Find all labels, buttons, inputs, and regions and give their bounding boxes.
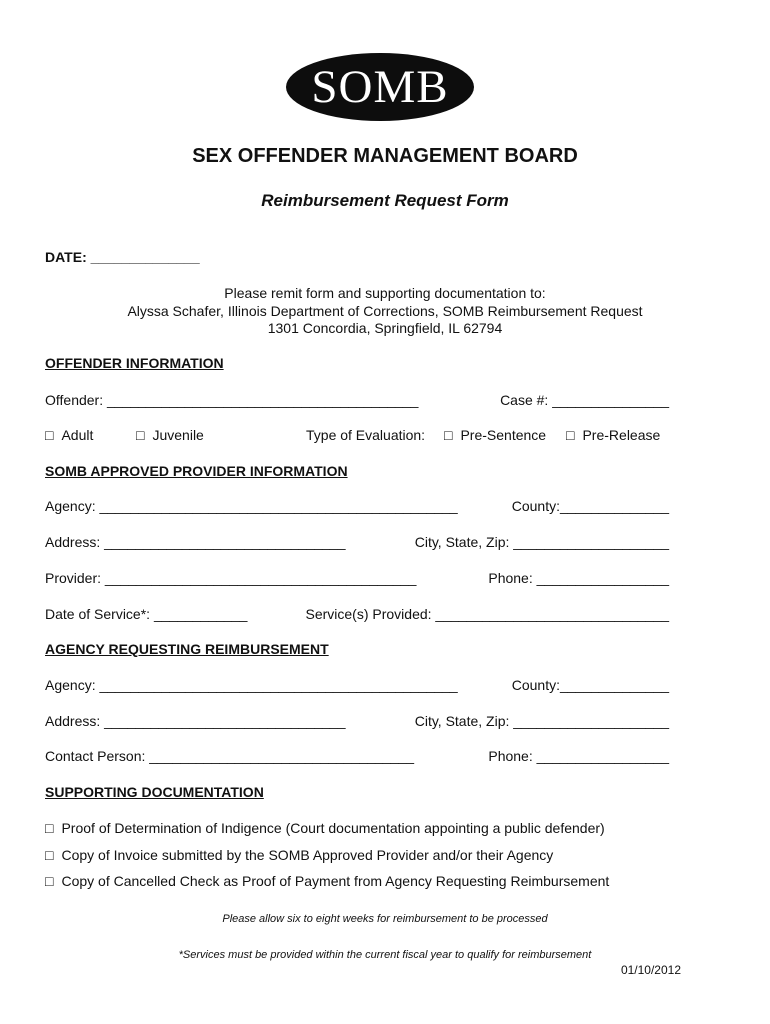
provider-county-field[interactable]: County:______________ xyxy=(511,498,669,514)
somb-logo xyxy=(286,53,474,121)
doc-item-indigence[interactable] xyxy=(45,820,605,836)
contact-person-field[interactable]: Contact Person: __________________________________ xyxy=(45,748,415,764)
adult-label: Adult xyxy=(61,427,94,443)
doc-item-invoice[interactable] xyxy=(45,847,553,863)
checkbox-icon[interactable]: □ xyxy=(45,427,54,443)
provider-agency-field[interactable]: Agency: ______________________________________________ xyxy=(45,498,458,514)
juvenile-option[interactable] xyxy=(136,427,204,443)
checkbox-icon[interactable]: □ xyxy=(566,427,575,443)
checkbox-icon[interactable]: □ xyxy=(136,427,145,443)
date-field[interactable]: DATE: ______________ xyxy=(45,249,200,265)
provider-phone-field[interactable]: Phone: _________________ xyxy=(488,570,669,586)
agency-county-field[interactable]: County:______________ xyxy=(511,677,669,693)
doc-item-label: Copy of Cancelled Check as Proof of Payment from Agency Requesting Reimbursement xyxy=(61,873,610,889)
remit-line-3: 1301 Concordia, Springfield, IL 62794 xyxy=(267,320,503,336)
checkbox-icon[interactable]: □ xyxy=(45,820,54,836)
remit-line-1: Please remit form and supporting documentation to: xyxy=(224,285,546,301)
case-number-field[interactable]: Case #: _______________ xyxy=(500,392,669,408)
adult-option[interactable] xyxy=(45,427,93,443)
services-provided-field[interactable]: Service(s) Provided: ______________________________ xyxy=(305,606,669,622)
provider-address-field[interactable]: Address: _______________________________ xyxy=(45,534,346,550)
pre-release-label: Pre-Release xyxy=(582,427,661,443)
page-title: SEX OFFENDER MANAGEMENT BOARD xyxy=(192,145,578,167)
provider-heading: SOMB APPROVED PROVIDER INFORMATION xyxy=(45,463,348,479)
remit-line-2: Alyssa Schafer, Illinois Department of Corrections, SOMB Reimbursement Request xyxy=(127,303,643,319)
provider-name-field[interactable]: Provider: ________________________________________ xyxy=(45,570,417,586)
offender-heading: OFFENDER INFORMATION xyxy=(45,355,224,371)
agency-field[interactable]: Agency: ______________________________________________ xyxy=(45,677,458,693)
checkbox-icon[interactable]: □ xyxy=(444,427,453,443)
juvenile-label: Juvenile xyxy=(152,427,204,443)
checkbox-icon[interactable]: □ xyxy=(45,873,54,889)
pre-sentence-option[interactable] xyxy=(444,427,546,443)
agency-city-state-zip-field[interactable]: City, State, Zip: ____________________ xyxy=(414,713,669,729)
fiscal-year-note: *Services must be provided within the current fiscal year to qualify for reimbursement xyxy=(178,949,592,961)
offender-field[interactable]: Offender: ________________________________________ xyxy=(45,392,419,408)
page-subtitle: Reimbursement Request Form xyxy=(261,191,509,210)
agency-phone-field[interactable]: Phone: _________________ xyxy=(488,748,669,764)
processing-note: Please allow six to eight weeks for reimbursement to be processed xyxy=(222,913,548,925)
doc-item-label: Proof of Determination of Indigence (Court documentation appointing a public defender) xyxy=(61,820,605,836)
doc-item-label: Copy of Invoice submitted by the SOMB Approved Provider and/or their Agency xyxy=(61,847,554,863)
evaluation-type-label: Type of Evaluation: xyxy=(306,427,426,443)
agency-heading: AGENCY REQUESTING REIMBURSEMENT xyxy=(45,641,329,657)
provider-city-state-zip-field[interactable]: City, State, Zip: ____________________ xyxy=(414,534,669,550)
pre-release-option[interactable] xyxy=(566,427,660,443)
pre-sentence-label: Pre-Sentence xyxy=(460,427,547,443)
supporting-docs-heading: SUPPORTING DOCUMENTATION xyxy=(45,784,264,800)
agency-address-field[interactable]: Address: _______________________________ xyxy=(45,713,346,729)
checkbox-icon[interactable]: □ xyxy=(45,847,54,863)
date-of-service-field[interactable]: Date of Service*: ____________ xyxy=(45,606,248,622)
form-revision-date: 01/10/2012 xyxy=(620,963,681,977)
doc-item-cancelled-check[interactable] xyxy=(45,873,609,889)
logo-text: SOMB xyxy=(311,60,449,113)
